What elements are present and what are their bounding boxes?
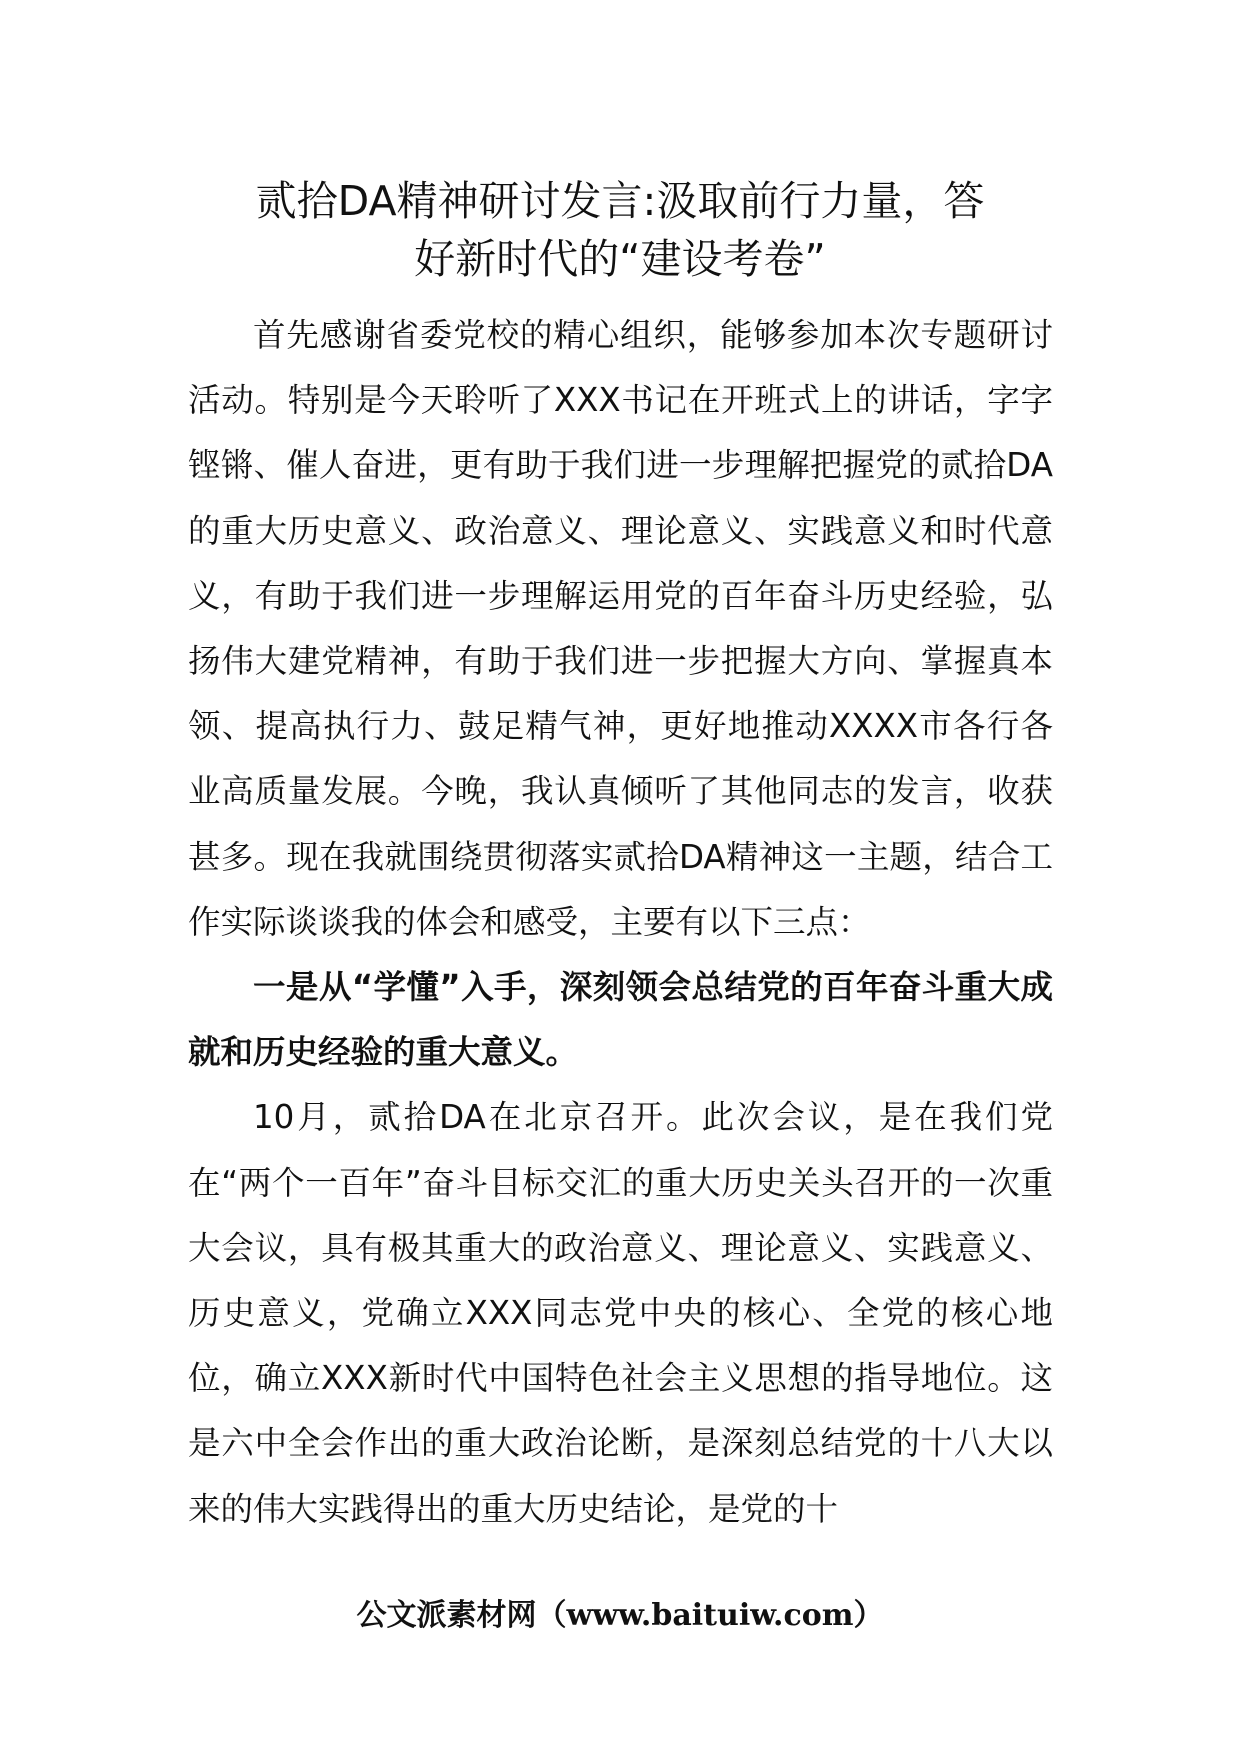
footer-watermark: 公文派素材网（www.baituiw.com）	[356, 1598, 884, 1633]
paragraph-point-one-heading: 一是从“学懂”入手，深刻领会总结党的百年奋斗重大成就和历史经验的重大意义。	[188, 968, 1053, 1072]
paragraph-intro: 首先感谢省委党校的精心组织，能够参加本次专题研讨活动。特别是今天聆听了XXX书记在开班式上的讲话，字字铿锵、催人奋进，更有助于我们进一步理解把握党的贰拾DA的重大历史意义、政治意义、理论意义、实践意义和时代意义，有助于我们进一步理解运用党的百年奋斗历史经验，弘扬伟大建党精神，有助于我们进一步把握大方向、掌握真本领、提高执行力、鼓足精气神，更好地推动XXXX市各行各业高质量发展。今晚，我认真倾听了其他同志的发言，收获甚多。现在我就围绕贯彻落实贰拾DA精神这一主题，结合工作实际谈谈我的体会和感受，主要有以下三点：	[188, 316, 1053, 941]
title-line-2: 好新时代的“建设考卷”	[414, 235, 826, 283]
title-line-1: 贰拾DA精神研讨发言:汲取前行力量，答	[255, 177, 985, 225]
document-body	[188, 303, 1053, 1542]
paragraph-point-one-body: 10月，贰拾DA在北京召开。此次会议，是在我们党在“两个一百年”奋斗目标交汇的重大历史关头召开的一次重大会议，具有极其重大的政治意义、理论意义、实践意义、历史意义，党确立XXX同志党中央的核心、全党的核心地位，确立XXX新时代中国特色社会主义思想的指导地位。这是六中全会作出的重大政治论断，是深刻总结党的十八大以来的伟大实践得出的重大历史结论，是党的十	[188, 1098, 1053, 1528]
document-title	[150, 172, 1090, 288]
